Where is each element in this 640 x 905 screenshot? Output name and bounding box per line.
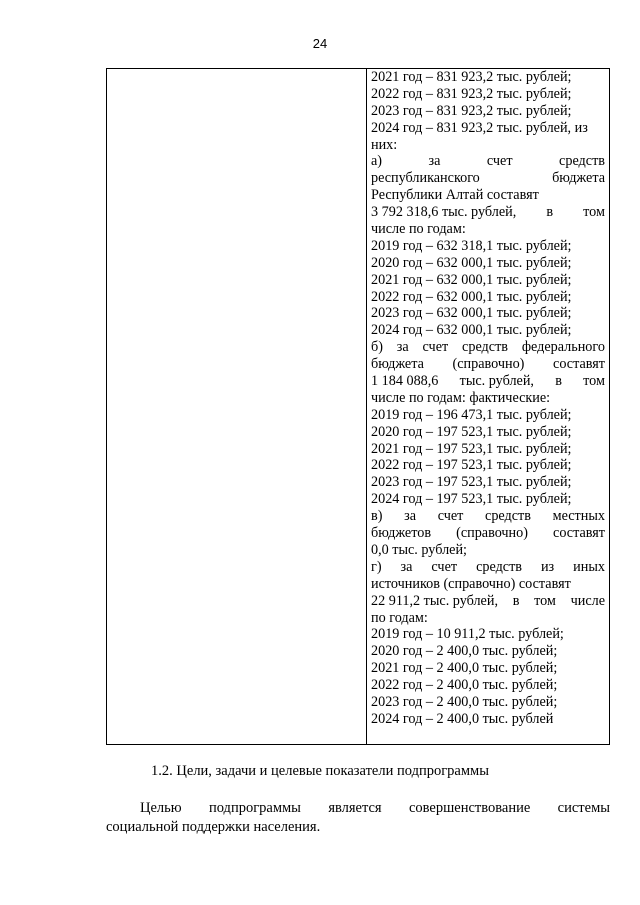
table-word: счет (422, 339, 449, 356)
table-word: тыс. рублей, (459, 373, 534, 390)
table-word: средств (462, 339, 508, 356)
table-word: за (396, 339, 409, 356)
table-line (371, 373, 605, 390)
section-heading: 1.2. Цели, задачи и целевые показатели подпрограммы (151, 763, 489, 779)
table-line: числе по годам: (371, 221, 466, 238)
table-line: 2019 год – 196 473,1 тыс. рублей; (371, 406, 572, 423)
table-word: в (546, 204, 554, 221)
table-line: 2020 год – 197 523,1 тыс. рублей; (371, 423, 572, 440)
table-word: бюджета (552, 170, 605, 187)
table-line (371, 356, 605, 373)
table-line: 2020 год – 2 400,0 тыс. рублей; (371, 643, 558, 660)
paragraph-word: является (328, 800, 382, 816)
table-line (371, 153, 605, 170)
table-word: местных (552, 508, 605, 525)
table-line (371, 525, 605, 542)
table-word: в (555, 373, 562, 390)
table-line: 2022 год – 197 523,1 тыс. рублей; (371, 457, 572, 474)
table-line: 2024 год – 632 000,1 тыс. рублей; (371, 322, 572, 339)
table-word: республиканского (371, 170, 480, 187)
table-line: 2023 год – 2 400,0 тыс. рублей; (371, 693, 558, 710)
paragraph-word: подпрограммы (208, 800, 301, 816)
table-line: 2021 год – 197 523,1 тыс. рублей; (371, 440, 572, 457)
table-line: 2023 год – 831 923,2 тыс. рублей; (371, 102, 572, 119)
table-line (371, 339, 605, 356)
table-word: б) (371, 339, 383, 356)
table-word: 22 911,2 тыс. рублей, (371, 592, 498, 609)
table-line: 2024 год – 831 923,2 тыс. рублей, из (371, 119, 588, 136)
table-word: бюджетов (371, 525, 432, 542)
table-line: 2022 год – 831 923,2 тыс. рублей; (371, 85, 572, 102)
table-line (371, 559, 605, 576)
table-word: в) (371, 508, 383, 525)
table-word: (справочно) (456, 525, 528, 542)
paragraph-line-1 (106, 799, 610, 818)
table-left-column (107, 69, 367, 744)
table-right-column (367, 69, 609, 744)
table-line: по годам: (371, 609, 428, 626)
table-line: 2024 год – 197 523,1 тыс. рублей; (371, 491, 572, 508)
paragraph-word: системы (557, 800, 610, 816)
table-line (371, 170, 605, 187)
table-line: 2022 год – 2 400,0 тыс. рублей; (371, 677, 558, 694)
table-word: в (512, 592, 520, 609)
table-word: том (583, 373, 605, 390)
table-word: составят (553, 356, 605, 373)
table-word: средств (485, 508, 531, 525)
table-word: том (583, 204, 605, 221)
table-word: счет (486, 153, 513, 170)
table-word: 3 792 318,6 тыс. рублей, (371, 204, 517, 221)
table-line: 2021 год – 831 923,2 тыс. рублей; (371, 69, 572, 85)
table-line: 2019 год – 10 911,2 тыс. рублей; (371, 626, 564, 643)
table-line: 2024 год – 2 400,0 тыс. рублей (371, 710, 554, 727)
table-word: за (400, 558, 413, 575)
paragraph (106, 799, 610, 837)
page-number: 24 (312, 36, 328, 51)
table-word: за (404, 508, 417, 525)
table-line: 2023 год – 197 523,1 тыс. рублей; (371, 474, 572, 491)
table-word: бюджета (371, 356, 424, 373)
table-word: из (540, 558, 555, 575)
table-line: 2020 год – 632 000,1 тыс. рублей; (371, 254, 572, 271)
table-line: числе по годам: фактические: (371, 389, 551, 406)
table-word: г) (371, 558, 382, 575)
table-word: (справочно) (452, 356, 525, 373)
table-line: 2021 год – 632 000,1 тыс. рублей; (371, 271, 572, 288)
paragraph-word: Целью (140, 800, 182, 816)
table-word: том (534, 592, 556, 609)
table-line: 2021 год – 2 400,0 тыс. рублей; (371, 660, 558, 677)
table-word: счет (437, 508, 464, 525)
table-line (371, 593, 605, 610)
table-line: Республики Алтай составят (371, 187, 539, 204)
paragraph-line-2: социальной поддержки населения. (106, 819, 321, 835)
table-word: 1 184 088,6 (371, 373, 439, 390)
table-line: источников (справочно) составят (371, 575, 571, 592)
table-word: числе (570, 592, 605, 609)
table-word: составят (553, 525, 605, 542)
table-word: федерального (521, 339, 605, 356)
table-word: иных (573, 558, 605, 575)
table-line: 2023 год – 632 000,1 тыс. рублей; (371, 305, 572, 322)
table-line: 2022 год – 632 000,1 тыс. рублей; (371, 288, 572, 305)
table-word: средств (476, 558, 522, 575)
table-word: за (428, 153, 441, 170)
table-line: них: (371, 136, 398, 153)
table-line: 2019 год – 632 318,1 тыс. рублей; (371, 237, 572, 254)
table-word: счет (431, 558, 458, 575)
table-line: 0,0 тыс. рублей; (371, 541, 467, 558)
paragraph-word: совершенствование (408, 800, 531, 816)
subprogram-passport-table (106, 68, 610, 745)
table-word: средств (559, 153, 605, 170)
table-line (371, 204, 605, 221)
table-word: а) (371, 153, 383, 170)
table-line (371, 508, 605, 525)
